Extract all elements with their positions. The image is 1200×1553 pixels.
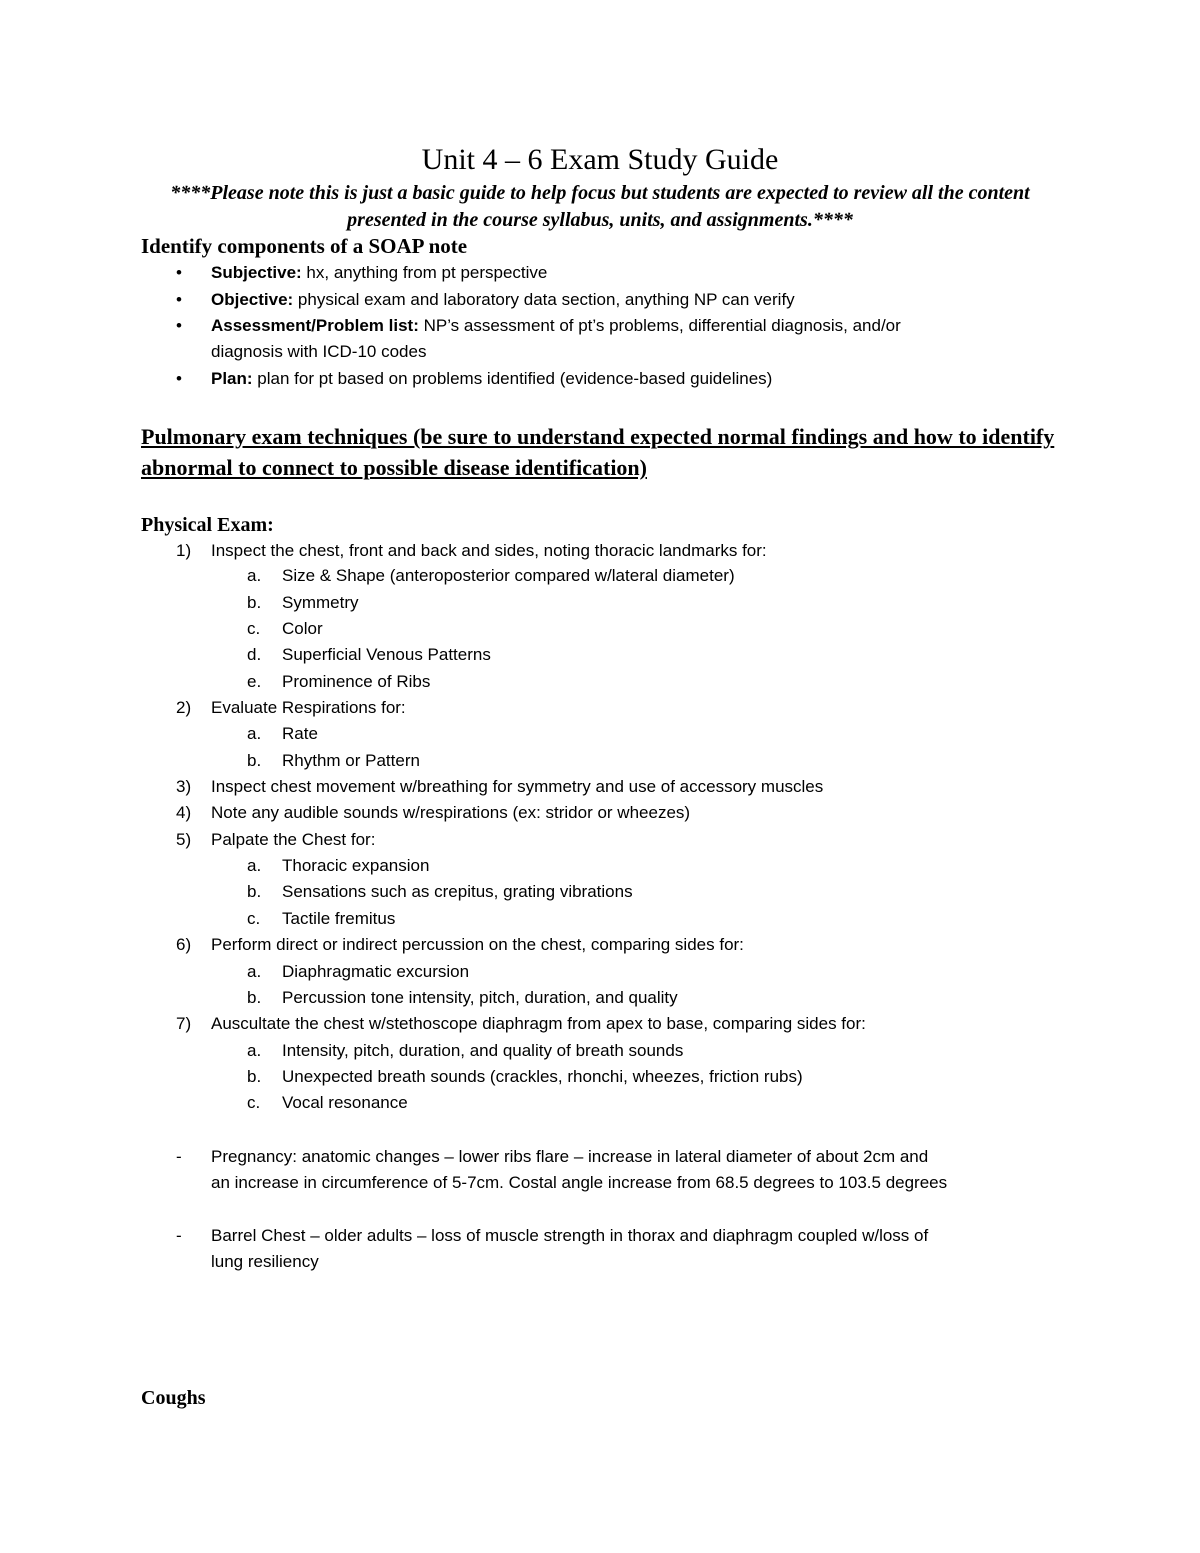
soap-item-objective — [211, 287, 795, 313]
bullet-symbol: • — [176, 263, 182, 282]
sub-item-text: Unexpected breath sounds (crackles, rhonchi, wheezes, friction rubs) — [282, 1067, 803, 1086]
sub-letter: a. — [247, 962, 262, 981]
step-text: Palpate the Chest for: — [211, 830, 376, 849]
soap-label: Subjective: — [211, 263, 302, 282]
soap-item-assessment-continued: diagnosis with ICD-10 codes — [211, 342, 427, 361]
sub-item-text: Size & Shape (anteroposterior compared w/lateral diameter) — [282, 566, 735, 585]
sub-item-text: Percussion tone intensity, pitch, duration, and quality — [282, 988, 678, 1007]
physical-exam-heading: Physical Exam: — [141, 514, 274, 536]
soap-item-plan — [211, 366, 772, 392]
step-text: Inspect chest movement w/breathing for symmetry and use of accessory muscles — [211, 777, 824, 796]
barrel-chest-note-line-1: Barrel Chest – older adults – loss of muscle strength in thorax and diaphragm coupled w/loss of — [211, 1226, 929, 1245]
step-text: Perform direct or indirect percussion on the chest, comparing sides for: — [211, 935, 744, 954]
step-text: Inspect the chest, front and back and sides, noting thoracic landmarks for: — [211, 541, 767, 560]
sub-item-text: Rhythm or Pattern — [282, 751, 420, 770]
sub-item-text: Rate — [282, 724, 318, 743]
sub-item-text: Diaphragmatic excursion — [282, 962, 470, 981]
soap-text: NP’s assessment of pt’s problems, differential diagnosis, and/or — [418, 316, 901, 335]
step-text: Auscultate the chest w/stethoscope diaphragm from apex to base, comparing sides for: — [211, 1014, 866, 1033]
dash-symbol: - — [176, 1226, 182, 1245]
study-guide-note: ****Please note this is just a basic guide to help focus but students are expected to review all the content presented in the course syllabus, units, and assignments.**** — [170, 182, 1030, 231]
sub-letter: a. — [247, 566, 262, 585]
soap-heading: Identify components of a SOAP note — [141, 234, 468, 258]
sub-item-text: Vocal resonance — [282, 1093, 408, 1112]
sub-letter: b. — [247, 882, 262, 901]
dash-symbol: - — [176, 1147, 182, 1166]
soap-text: hx, anything from pt perspective — [301, 263, 548, 282]
step-number: 2) — [176, 698, 192, 717]
sub-item-text: Tactile fremitus — [282, 909, 396, 928]
step-text: Evaluate Respirations for: — [211, 698, 406, 717]
pregnancy-note-line-2: an increase in circumference of 5-7cm. Costal angle increase from 68.5 degrees to 103.5 degrees — [211, 1173, 948, 1192]
bullet-symbol: • — [176, 316, 182, 335]
sub-letter: e. — [247, 672, 262, 691]
bullet-symbol: • — [176, 369, 182, 388]
sub-letter: c. — [247, 1093, 261, 1112]
coughs-heading: Coughs — [141, 1387, 206, 1409]
soap-item-subjective — [211, 260, 547, 286]
sub-letter: b. — [247, 1067, 262, 1086]
step-number: 6) — [176, 935, 192, 954]
pulmonary-section-heading: Pulmonary exam techniques (be sure to understand expected normal findings and how to identify abnormal to connect to possible disease identification) — [141, 424, 1055, 480]
sub-letter: a. — [247, 856, 262, 875]
sub-item-text: Superficial Venous Patterns — [282, 645, 491, 664]
sub-letter: a. — [247, 1041, 262, 1060]
sub-letter: b. — [247, 988, 262, 1007]
sub-letter: a. — [247, 724, 262, 743]
page-title: Unit 4 – 6 Exam Study Guide — [421, 143, 779, 176]
sub-letter: c. — [247, 909, 261, 928]
step-number: 3) — [176, 777, 192, 796]
sub-letter: d. — [247, 645, 262, 664]
sub-item-text: Thoracic expansion — [282, 856, 430, 875]
sub-item-text: Symmetry — [282, 593, 359, 612]
soap-item-assessment — [211, 313, 901, 339]
sub-letter: b. — [247, 593, 262, 612]
barrel-chest-note-line-2: lung resiliency — [211, 1252, 319, 1271]
sub-item-text: Prominence of Ribs — [282, 672, 431, 691]
step-number: 7) — [176, 1014, 192, 1033]
sub-item-text: Color — [282, 619, 323, 638]
sub-letter: b. — [247, 751, 262, 770]
bullet-symbol: • — [176, 290, 182, 309]
sub-letter: c. — [247, 619, 261, 638]
sub-item-text: Sensations such as crepitus, grating vibrations — [282, 882, 633, 901]
step-number: 1) — [176, 541, 192, 560]
step-text: Note any audible sounds w/respirations (ex: stridor or wheezes) — [211, 803, 691, 822]
soap-text: plan for pt based on problems identified (evidence-based guidelines) — [252, 369, 773, 388]
pregnancy-note-line-1: Pregnancy: anatomic changes – lower ribs flare – increase in lateral diameter of about 2cm and — [211, 1147, 929, 1166]
step-number: 5) — [176, 830, 192, 849]
soap-label: Plan: — [211, 369, 253, 388]
sub-item-text: Intensity, pitch, duration, and quality of breath sounds — [282, 1041, 684, 1060]
soap-label: Assessment/Problem list: — [211, 316, 419, 335]
step-number: 4) — [176, 803, 192, 822]
soap-text: physical exam and laboratory data section, anything NP can verify — [293, 290, 795, 309]
soap-label: Objective: — [211, 290, 294, 309]
